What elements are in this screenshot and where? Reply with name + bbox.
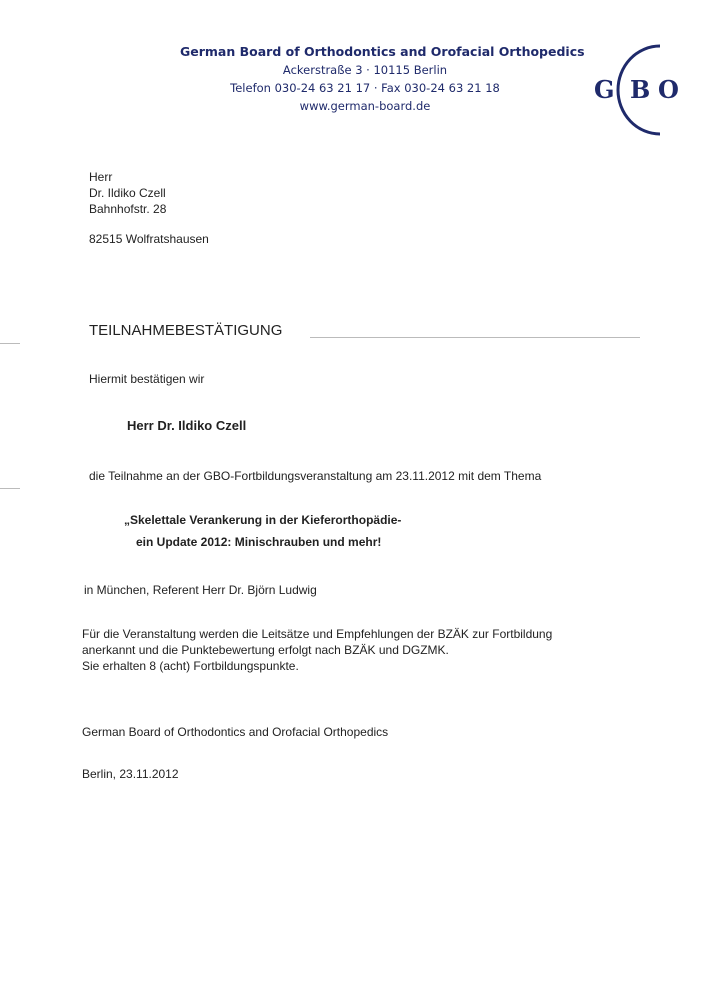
paragraph-line-1: Für die Veranstaltung werden die Leitsätze und Empfehlungen der BZÄK zur Fortbildung [82, 627, 553, 641]
letterhead-address: Ackerstraße 3 · 10115 Berlin [282, 63, 448, 77]
topic-line-1: „Skelettale Verankerung in der Kieferorthopädie- [124, 513, 402, 527]
svg-text:G: G [594, 75, 615, 104]
fold-mark [0, 488, 20, 489]
signature-org: German Board of Orthodontics and Orofacial Orthopedics [82, 725, 389, 739]
letterhead-org: German Board of Orthodontics and Orofacial Orthopedics [180, 44, 585, 59]
topic-line-2: ein Update 2012: Minischrauben und mehr! [136, 535, 382, 549]
event-text: die Teilnahme an der GBO-Fortbildungsveranstaltung am 23.11.2012 mit dem Thema [89, 469, 542, 483]
signature-place-date: Berlin, 23.11.2012 [82, 767, 179, 781]
gbo-logo [590, 42, 690, 137]
paragraph-line-3: Sie erhalten 8 (acht) Fortbildungspunkte. [82, 659, 299, 673]
location-text: in München, Referent Herr Dr. Björn Ludwig [84, 583, 317, 597]
intro-text: Hiermit bestätigen wir [89, 372, 205, 386]
scan-line [310, 337, 640, 338]
svg-text:B: B [630, 75, 651, 104]
paragraph-line-2: anerkannt und die Punktebewertung erfolgt nach BZÄK und DGZMK. [82, 643, 449, 657]
svg-text:O: O [658, 75, 679, 104]
recipient-city: 82515 Wolfratshausen [89, 232, 209, 246]
recipient-street: Bahnhofstr. 28 [89, 202, 167, 216]
document-title: TEILNAHMEBESTÄTIGUNG [89, 322, 283, 339]
punch-mark [0, 343, 20, 344]
participant-name: Herr Dr. Ildiko Czell [127, 418, 247, 433]
recipient-salutation: Herr [89, 170, 113, 184]
recipient-name: Dr. Ildiko Czell [89, 186, 166, 200]
letterhead-phone: Telefon 030-24 63 21 17 · Fax 030-24 63 21 18 [230, 81, 500, 95]
letterhead-web: www.german-board.de [299, 99, 431, 113]
